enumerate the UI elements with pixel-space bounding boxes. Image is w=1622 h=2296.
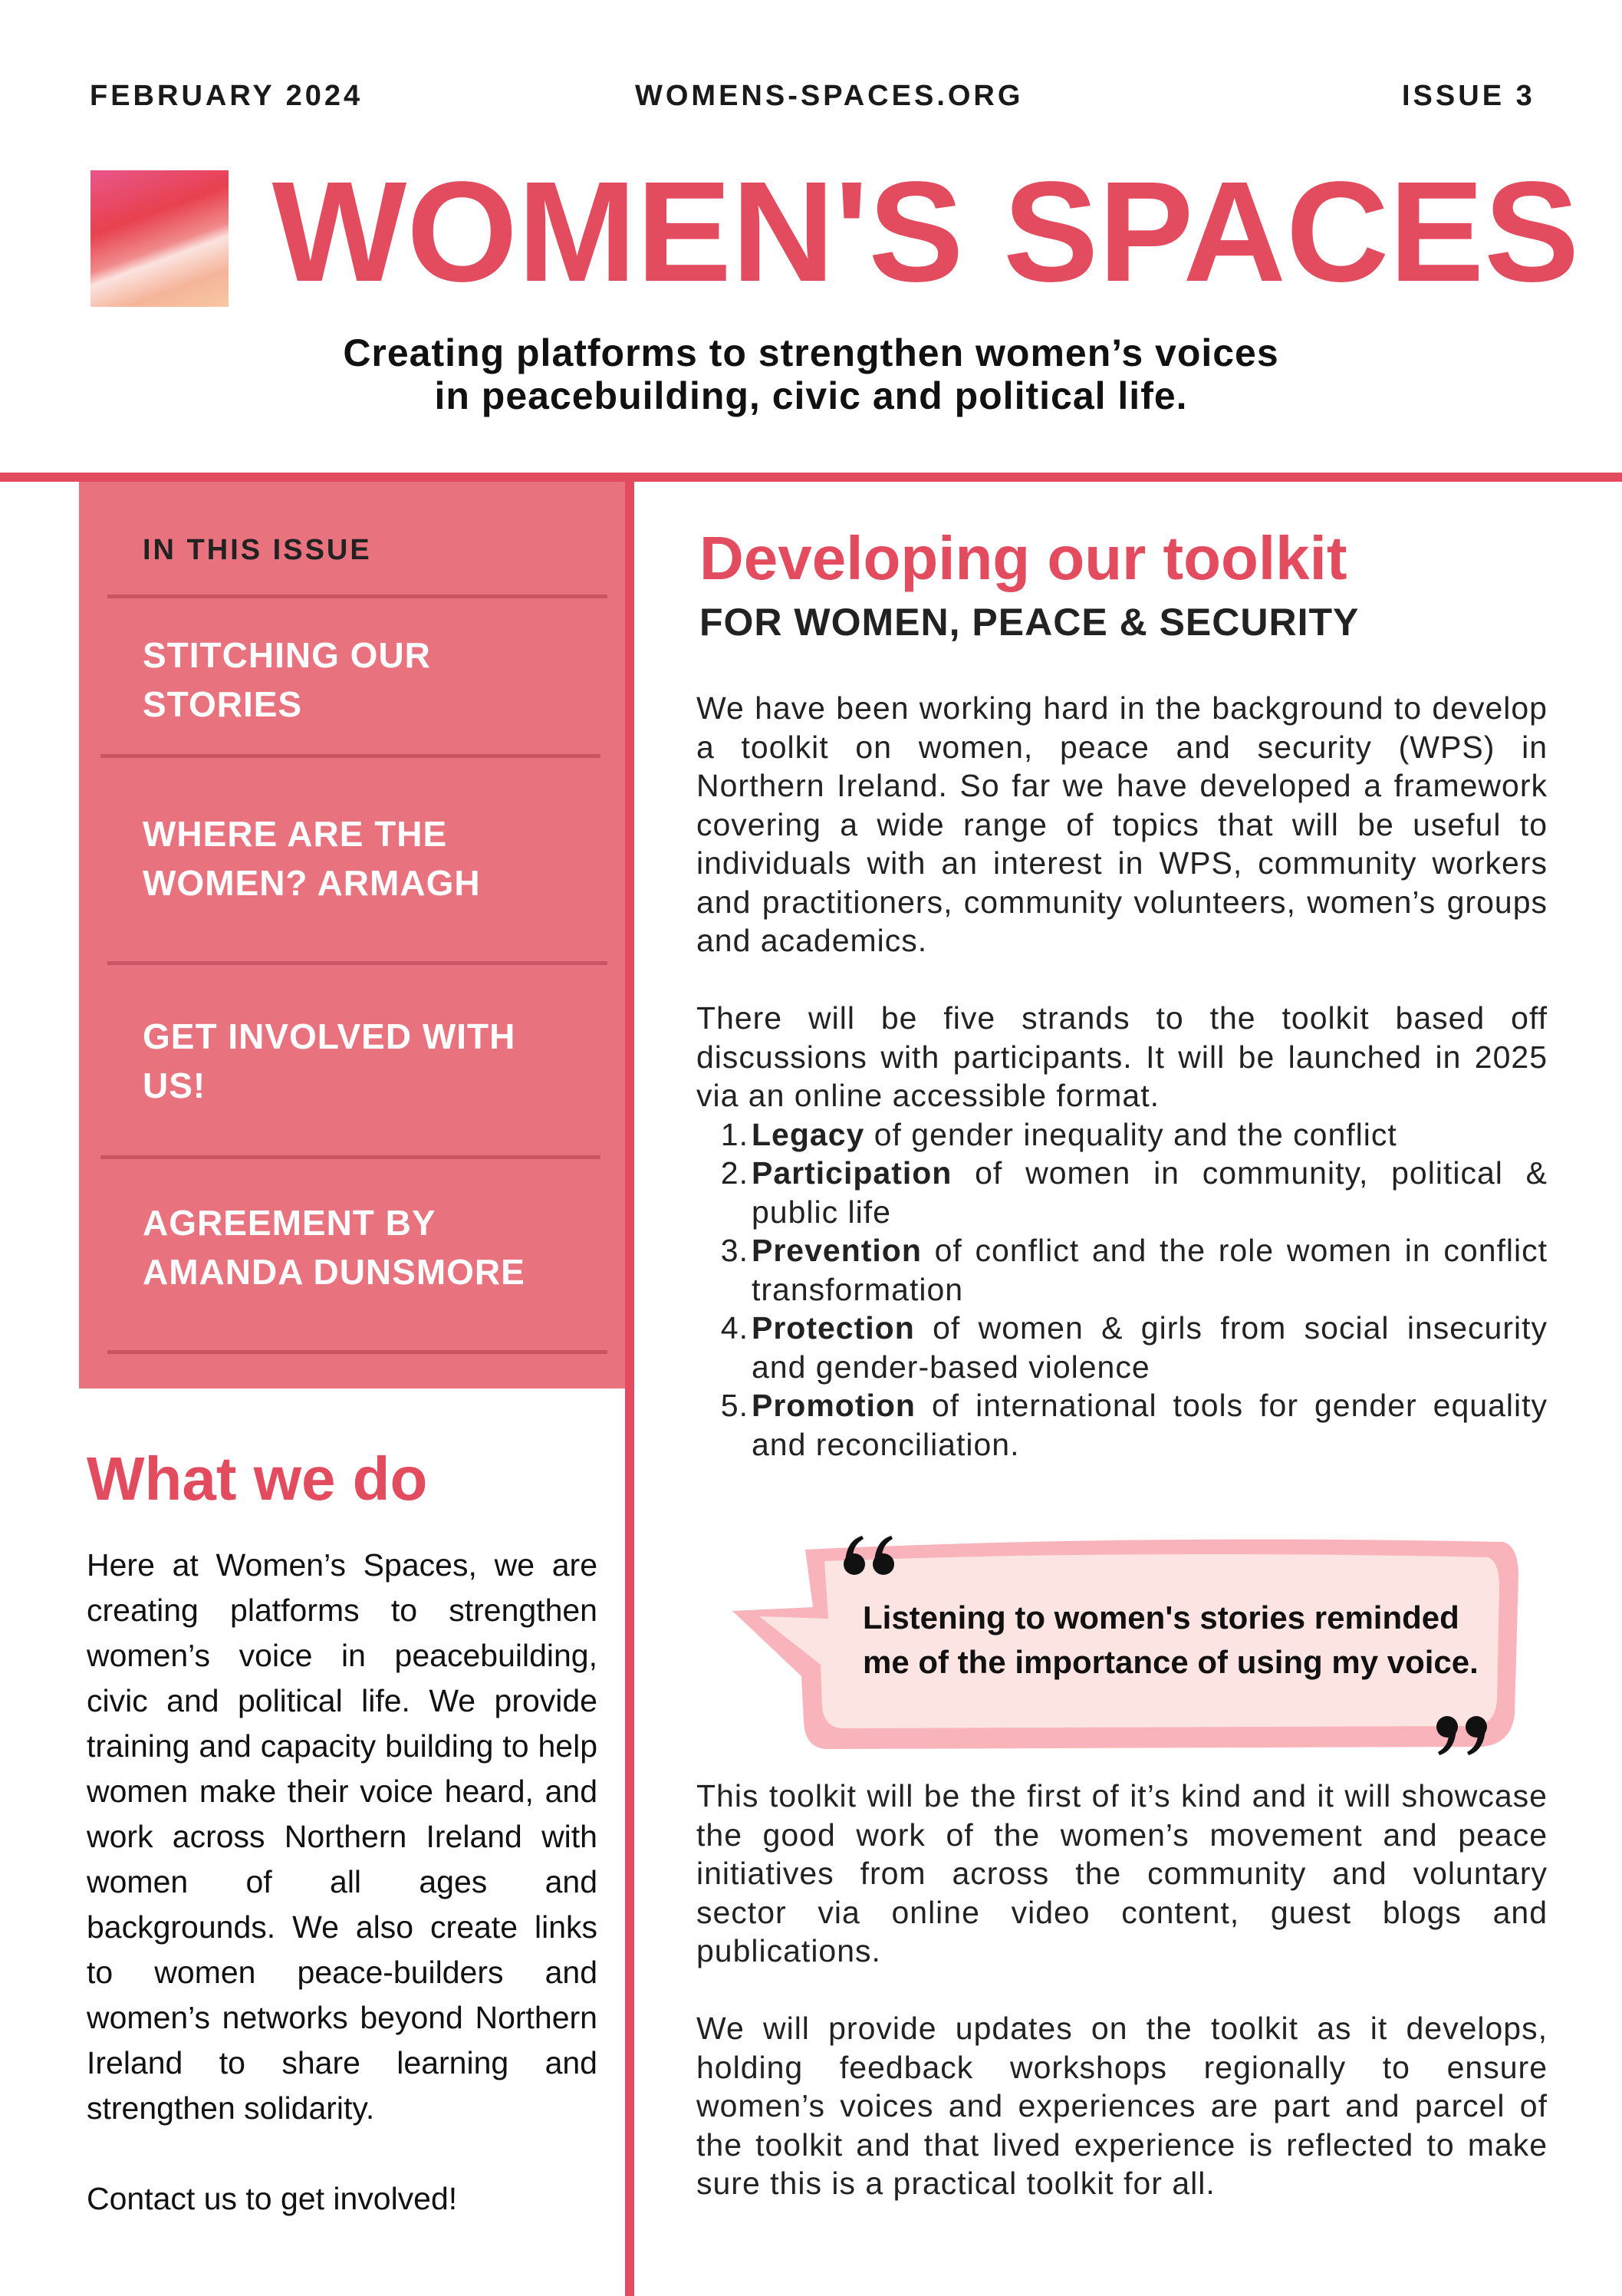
strand-title: Promotion [752,1388,916,1423]
divider [107,961,607,965]
tagline-line-2: in peacebuilding, civic and political life. [434,374,1188,417]
strand-text [752,1154,1548,1231]
article-heading: Developing our toolkit [699,524,1347,592]
strand-desc: of international tools for gender equality and reconciliation. [752,1388,1548,1462]
strand-number: 4. [720,1310,748,1346]
article-body-top [696,689,1548,1464]
strand-number: 3. [720,1233,748,1268]
masthead-title: WOMEN'S SPACES [271,153,1580,311]
strand-text [752,1115,1548,1155]
paragraph: Here at Women’s Spaces, we are creating platforms to strengthen women’s voice in peacebuilding, civic and political life. We provide training and capacity building to help women make their voice heard, and work across Northern Ireland with women of all ages and backgrounds. We also create links to women peace-builders and women’s networks beyond Northern Ireland to share learning and strengthen solidarity. [87,1547,597,2126]
strand-item [696,1231,1548,1309]
strand-desc: of gender inequality and the conflict [864,1116,1397,1152]
divider [107,1350,607,1354]
strand-text [752,1386,1548,1464]
strand-title: Protection [752,1310,915,1346]
logo [90,170,229,307]
article-subheading: FOR WOMEN, PEACE & SECURITY [699,601,1360,644]
strand-title: Participation [752,1155,952,1191]
open-quote-icon [842,1534,900,1576]
quote-line: me of the importance of using my voice. [863,1644,1479,1680]
paragraph: There will be five strands to the toolkit based off discussions with participants. It will be launched in 2025 via an online accessible format. [696,1000,1548,1113]
strand-item [696,1386,1548,1464]
strand-item [696,1154,1548,1231]
strand-number: 2. [720,1155,748,1191]
item-label: US! [143,1066,206,1105]
issue-date: FEBRUARY 2024 [90,80,364,112]
item-label: STORIES [143,684,303,724]
paragraph: We have been working hard in the background to develop a toolkit on women, peace and security (WPS) in Northern Ireland. So far we have developed a framework covering a wide range of topics that will be useful to individuals with an interest in WPS, community workers and practitioners, community volunteers, women’s groups and academics. [696,690,1548,958]
tagline [153,331,1469,417]
quote-text [863,1596,1479,1685]
item-label: AMANDA DUNSMORE [143,1252,525,1292]
strand-desc: of women & girls from social insecurity and gender-based violence [752,1310,1548,1385]
column-divider [625,473,634,2296]
strand-desc: of women in community, political & public life [752,1155,1548,1230]
contact-line: Contact us to get involved! [87,2181,458,2216]
quote-line: Listening to women's stories reminded [863,1599,1459,1636]
website: WOMENS-SPACES.ORG [635,80,1024,112]
paragraph: We will provide updates on the toolkit as it develops, holding feedback workshops regionally to ensure women’s voices and experiences are part and parcel of the toolkit and that lived experience is reflected to make sure this is a practical toolkit for all. [696,2011,1548,2201]
paragraph: This toolkit will be the first of it’s kind and it will showcase the good work of the women’s movement and peace initiatives from across the community and voluntary sector via online video content, guest blogs and publications. [696,1778,1548,1968]
issue-item-armagh[interactable] [143,809,572,908]
strand-item [696,1309,1548,1386]
strand-number: 5. [720,1388,748,1423]
strand-title: Legacy [752,1116,865,1152]
divider [107,595,607,598]
item-label: AGREEMENT BY [143,1203,436,1243]
issue-item-get-involved[interactable] [143,1012,572,1110]
issue-item-agreement[interactable] [143,1198,572,1296]
strand-desc: of conflict and the role women in conflict transformation [752,1233,1548,1307]
divider [0,473,1622,482]
strand-text [752,1231,1548,1309]
what-we-do-body [87,1543,597,2222]
in-this-issue-panel [79,482,625,1388]
divider [100,754,600,758]
item-label: WHERE ARE THE [143,814,448,854]
strand-text [752,1309,1548,1386]
close-quote-icon [1431,1715,1489,1757]
issue-item-stitching[interactable] [143,631,572,729]
strand-number: 1. [720,1116,748,1152]
strand-title: Prevention [752,1233,922,1268]
divider [100,1155,600,1159]
panel-heading: IN THIS ISSUE [143,534,372,566]
what-we-do-heading: What we do [87,1444,428,1513]
item-label: STITCHING OUR [143,635,431,675]
issue-number: ISSUE 3 [1402,80,1535,112]
item-label: GET INVOLVED WITH [143,1016,516,1056]
strand-item [696,1115,1548,1155]
tagline-line-1: Creating platforms to strengthen women’s voices [343,331,1279,374]
article-body-bottom [696,1777,1548,2203]
item-label: WOMEN? ARMAGH [143,863,481,903]
strand-list [696,1115,1548,1464]
